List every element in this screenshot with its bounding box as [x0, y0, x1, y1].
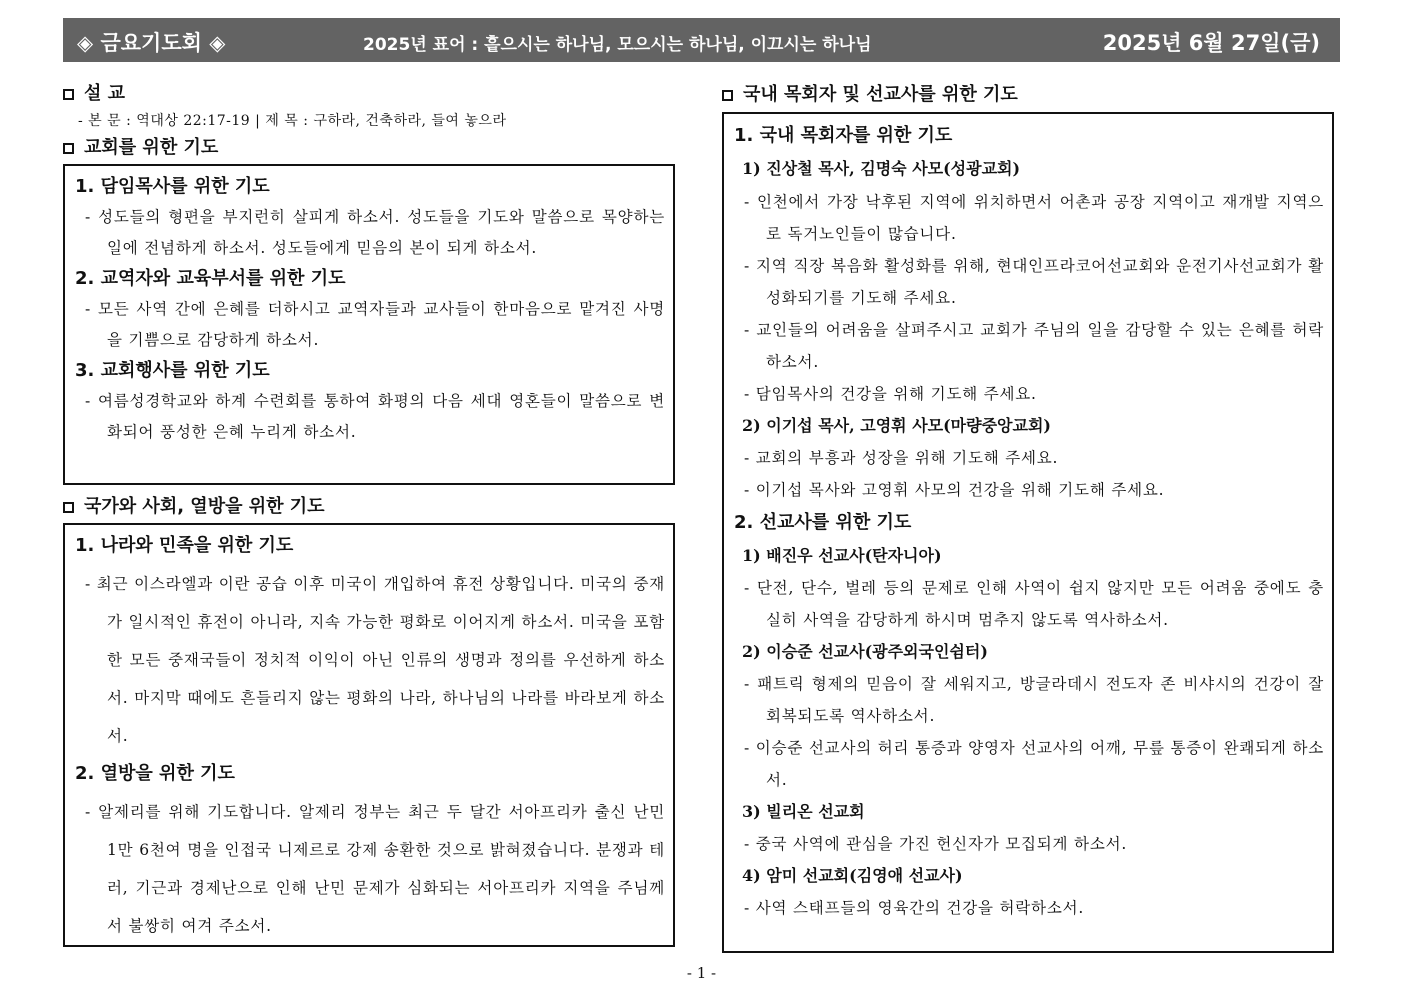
- prayer-heading: 1. 담임목사를 위한 기도: [75, 176, 270, 197]
- missionary-name: 3) 빌리온 선교회: [742, 802, 865, 821]
- prayer-heading: 2. 교역자와 교육부서를 위한 기도: [75, 268, 346, 289]
- prayer-line: - 담임목사의 건강을 위해 기도해 주세요.: [744, 385, 1037, 403]
- pastor-name: 1) 진상철 목사, 김명숙 사모(성광교회): [742, 159, 1021, 178]
- service-date: 2025년 6월 27일(금): [1102, 31, 1320, 55]
- prayer-text: - 성도들의 형편을 부지런히 살피게 하소서. 성도들을 기도와 말씀으로 목양하는 일에 전념하게 하소서. 성도들에게 믿음의 본이 되게 하소서.: [85, 208, 665, 257]
- prayer-text: - 여름성경학교와 하계 수련회를 통하여 화평의 다음 세대 영혼들이 말씀으로 변화되어 풍성한 은혜 누리게 하소서.: [85, 392, 665, 441]
- prayer-text: - 모든 사역 간에 은혜를 더하시고 교역자들과 교사들이 한마음으로 맡겨진 사명을 기쁨으로 감당하게 하소서.: [85, 300, 665, 349]
- prayer-heading: 2. 열방을 위한 기도: [75, 763, 235, 784]
- right-column: [722, 80, 1334, 961]
- prayer-line: - 중국 사역에 관심을 가진 헌신자가 모집되게 하소서.: [744, 835, 1128, 853]
- sermon-section-title: [63, 80, 675, 108]
- prayer-line: - 단전, 단수, 벌레 등의 문제로 인해 사역이 쉽지 않지만 모든 어려움 중에도 충실히 사역을 감당하게 하시며 멈추지 않도록 역사하소서.: [744, 579, 1324, 629]
- pastor-name: 2) 이기섭 목사, 고영휘 사모(마량중앙교회): [742, 416, 1051, 435]
- prayer-text: - 최근 이스라엘과 이란 공습 이후 미국이 개입하여 휴전 상황입니다. 미국의 중재가 일시적인 휴전이 아니라, 지속 가능한 평화로 이어지게 하소서. 미국을 포함한 모든 중재국들이 정치적 이익이 아닌 인류의 생명과 정의를 우선하게 하소서. 마지막 때에도 흔들리지 않는 평화의 나라, 하나님의 나라를 바라보게 하소서.: [85, 575, 665, 745]
- page-header: [63, 18, 1340, 62]
- missionary-name: 4) 암미 선교회(김영애 선교사): [742, 866, 963, 885]
- checkbox-square-icon: [722, 90, 733, 101]
- prayer-line: - 이기섭 목사와 고영휘 사모의 건강을 위해 기도해 주세요.: [744, 481, 1165, 499]
- left-column: [63, 80, 675, 955]
- section-title-text: 설 교: [84, 83, 126, 104]
- section-title-text: 국가와 사회, 열방을 위한 기도: [84, 496, 325, 517]
- prayer-heading: 3. 교회행사를 위한 기도: [75, 360, 270, 381]
- checkbox-square-icon: [63, 502, 74, 513]
- missionary-name: 2) 이승준 선교사(광주외국인쉼터): [742, 642, 988, 661]
- section-title-text: 국내 목회자 및 선교사를 위한 기도: [743, 84, 1018, 105]
- prayer-text: - 알제리를 위해 기도합니다. 알제리 정부는 최근 두 달간 서아프리카 출신 난민 1만 6천여 명을 인접국 니제르로 강제 송환한 것으로 밝혀졌습니다. 분쟁과 테러, 기근과 경제난으로 인해 난민 문제가 심화되는 서아프리카 지역을 주님께서 불쌍히 여겨 주소서.: [85, 803, 665, 935]
- prayer-line: - 교회의 부흥과 성장을 위해 기도해 주세요.: [744, 449, 1059, 467]
- prayer-line: - 패트릭 형제의 믿음이 잘 세워지고, 방글라데시 전도자 존 비샤시의 건강이 잘 회복되도록 역사하소서.: [744, 675, 1324, 725]
- prayer-line: - 사역 스태프들의 영육간의 건강을 허락하소서.: [744, 899, 1085, 917]
- year-motto: 2025년 표어 : 흩으시는 하나님, 모으시는 하나님, 이끄시는 하나님: [363, 35, 872, 55]
- missionaries-heading: 2. 선교사를 위한 기도: [734, 512, 912, 533]
- church-prayer-box: [63, 164, 675, 485]
- prayer-line: - 인천에서 가장 낙후된 지역에 위치하면서 어촌과 공장 지역이고 재개발 지역으로 독거노인들이 많습니다.: [744, 193, 1324, 243]
- nation-prayer-box: [63, 523, 675, 947]
- prayer-line: - 교인들의 어려움을 살펴주시고 교회가 주님의 일을 감당할 수 있는 은혜를 허락하소서.: [744, 321, 1324, 371]
- missionary-name: 1) 배진우 선교사(탄자니아): [742, 546, 942, 565]
- service-title: ◈ 금요기도회 ◈: [77, 31, 226, 55]
- missions-prayer-box: [722, 112, 1334, 953]
- page-number: - 1 -: [686, 964, 717, 982]
- prayer-line: - 이승준 선교사의 허리 통증과 양영자 선교사의 어깨, 무릎 통증이 완쾌되게 하소서.: [744, 739, 1324, 789]
- prayer-line: - 지역 직장 복음화 활성화를 위해, 현대인프라코어선교회와 운전기사선교회가 활성화되기를 기도해 주세요.: [744, 257, 1324, 307]
- nation-section-title: [63, 493, 675, 521]
- section-title-text: 교회를 위한 기도: [84, 137, 219, 158]
- sermon-passage-line: - 본 문 : 역대상 22:17-19 | 제 목 : 구하라, 건축하라, 들여 놓으라: [78, 113, 507, 129]
- checkbox-square-icon: [63, 143, 74, 154]
- prayer-heading: 1. 나라와 민족을 위한 기도: [75, 535, 294, 556]
- church-section-title: [63, 134, 675, 162]
- checkbox-square-icon: [63, 89, 74, 100]
- missions-section-title: [722, 80, 1334, 110]
- pastors-heading: 1. 국내 목회자를 위한 기도: [734, 125, 953, 146]
